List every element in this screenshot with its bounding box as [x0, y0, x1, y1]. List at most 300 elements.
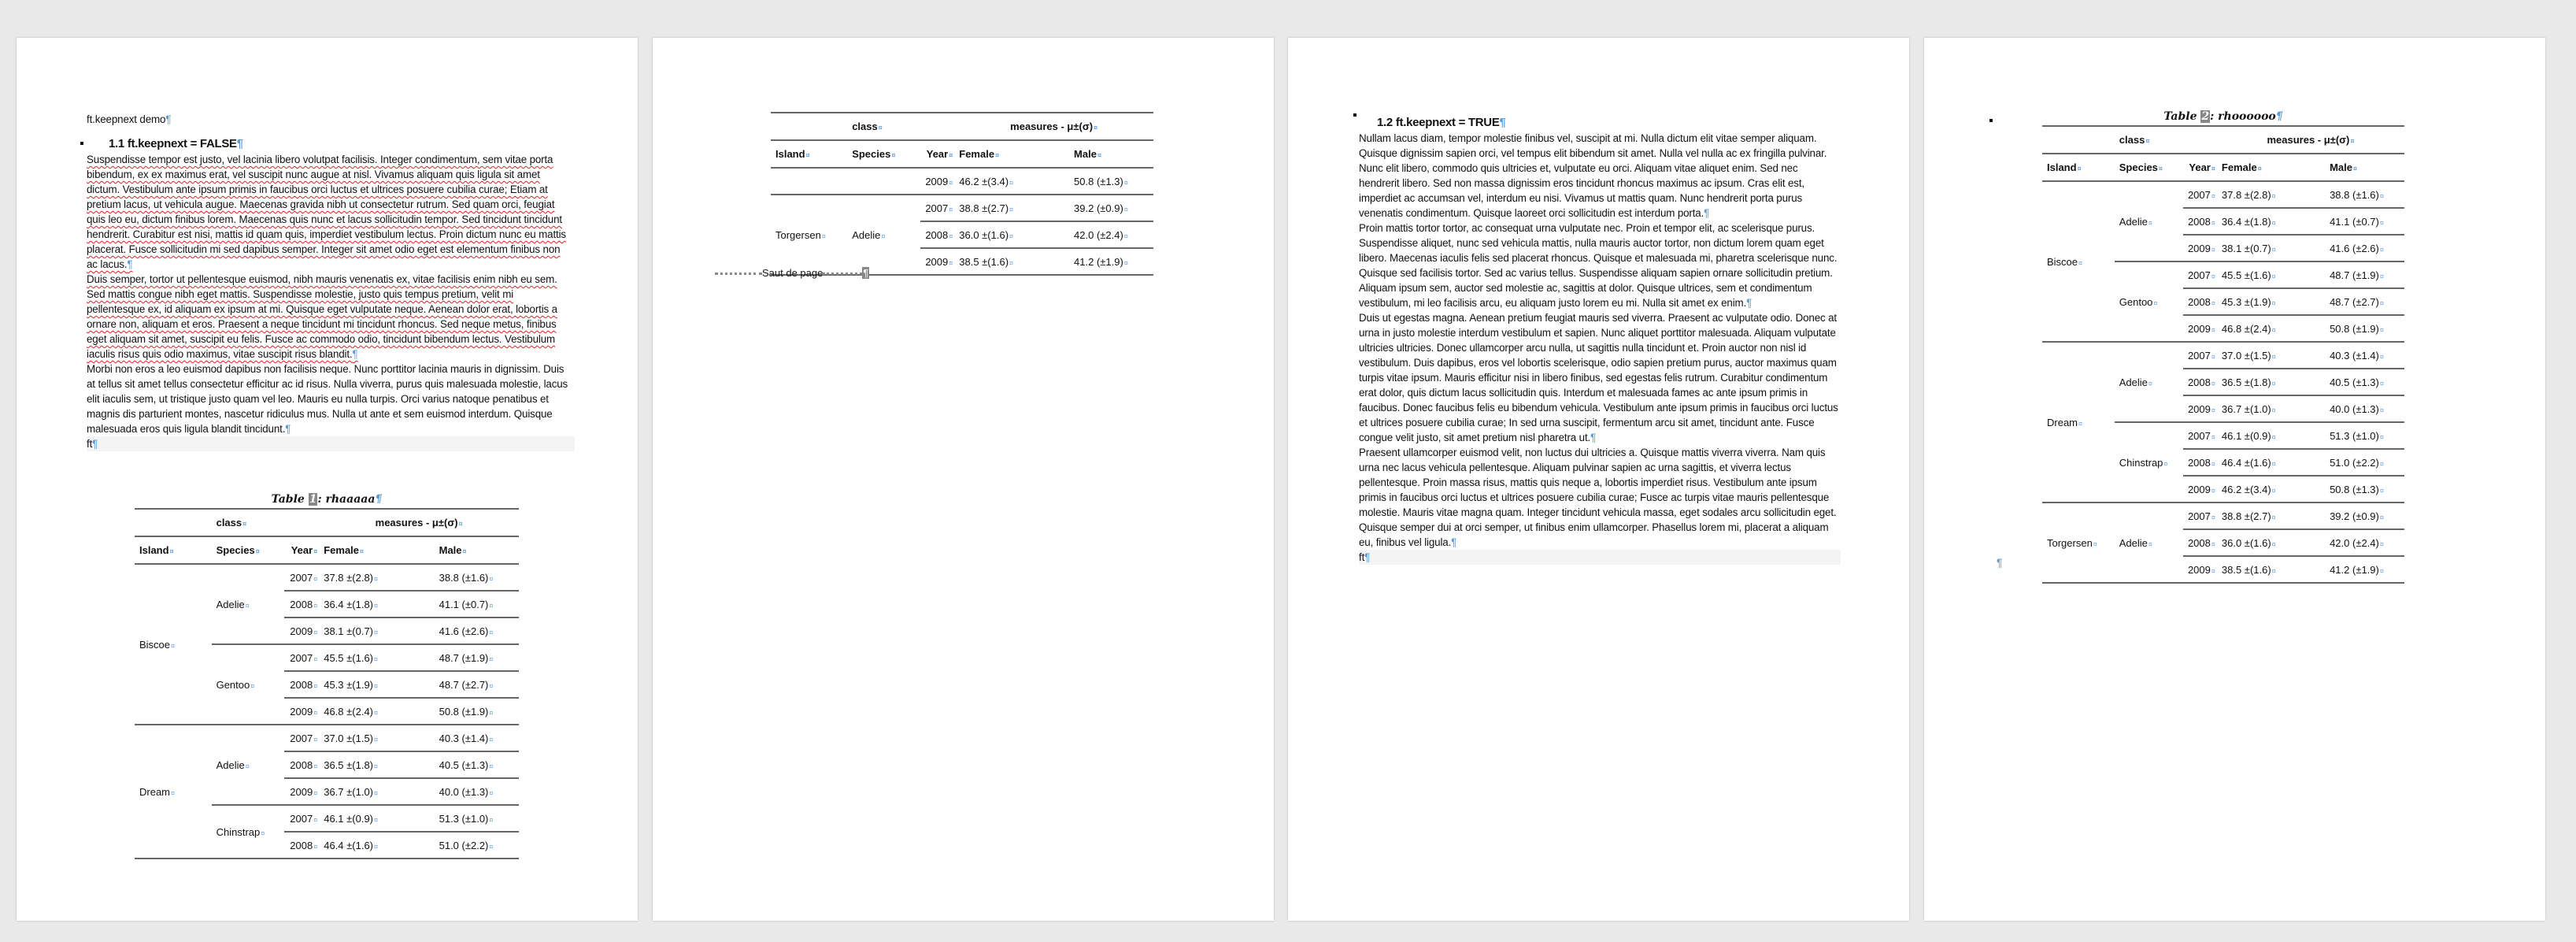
- male-cell-text: 38.8 (±1.6): [439, 571, 489, 584]
- male-cell: 41.6 (±2.6)¤: [2325, 235, 2404, 261]
- header-empty: [2042, 126, 2115, 154]
- male-cell-text: 41.2 (±1.9): [2330, 563, 2379, 576]
- female-cell-text: 37.0 ±(1.5): [2221, 349, 2271, 362]
- year-cell: 2009¤: [2183, 476, 2217, 503]
- penguin-table-2: [2042, 125, 2404, 584]
- female-cell-text: 36.0 ±(1.6): [2221, 536, 2271, 549]
- female-cell-text: 37.8 ±(2.8): [324, 571, 373, 584]
- year-cell: 2007¤: [284, 644, 319, 671]
- island-cell-text: Biscoe: [139, 638, 171, 651]
- header-female: Female¤: [2217, 154, 2325, 181]
- male-cell-text: 42.0 (±2.4): [2330, 536, 2379, 549]
- year-cell-text: 2009: [290, 625, 313, 637]
- female-cell: 36.4 ±(1.8)¤: [2217, 208, 2325, 235]
- header-species-text: Species: [2119, 161, 2158, 173]
- male-cell: 51.3 (±1.0)¤: [2325, 422, 2404, 449]
- year-cell: 2009¤: [2183, 315, 2217, 342]
- male-cell: 41.1 (±0.7)¤: [435, 591, 519, 617]
- year-cell: 2008¤: [284, 832, 319, 859]
- header-island: Island¤: [135, 536, 212, 564]
- island-cell-text: Torgersen: [2047, 536, 2093, 549]
- keep-with-next-marker: [1353, 113, 1356, 117]
- header-species: Species¤: [847, 140, 920, 168]
- year-cell: 2008¤: [284, 591, 319, 617]
- male-cell: 50.8 (±1.9)¤: [435, 698, 519, 725]
- header-class: class¤: [847, 113, 920, 140]
- year-cell: 2007¤: [290, 571, 318, 584]
- male-cell: 48.7 (±1.9)¤: [435, 644, 519, 671]
- female-cell: 45.5 ±(1.6)¤: [2217, 261, 2325, 288]
- page-2[interactable]: [653, 38, 1274, 921]
- female-cell-text: 46.8 ±(2.4): [2221, 322, 2271, 335]
- female-cell-text: 37.8 ±(2.8): [2221, 188, 2271, 201]
- page-1[interactable]: [17, 38, 638, 921]
- header-row-columns: [135, 536, 519, 564]
- header-male-text: Male: [1074, 148, 1097, 160]
- year-cell-text: 2008: [2187, 456, 2211, 469]
- female-cell: 36.4 ±(1.8)¤: [319, 591, 434, 617]
- male-cell-text: 48.7 (±1.9): [439, 651, 489, 664]
- male-cell-text: 51.3 (±1.0): [2330, 429, 2379, 442]
- female-cell: 45.3 ±(1.9)¤: [2217, 288, 2325, 315]
- year-cell: 2007¤: [2183, 503, 2217, 529]
- female-cell: 37.8 ±(2.8)¤: [2221, 188, 2276, 201]
- island-cell-text: Torgersen: [775, 228, 821, 241]
- ft-paragraph: ft¶: [1359, 550, 1841, 565]
- female-cell-text: 38.5 ±(1.6): [959, 255, 1009, 268]
- island-cell: Dream¤: [2042, 342, 2115, 503]
- year-cell-text: 2009: [925, 255, 949, 268]
- year-cell-text: 2008: [290, 839, 313, 851]
- year-cell-text: 2008: [290, 758, 313, 771]
- header-species-text: Species: [852, 148, 891, 160]
- header-empty: [284, 509, 319, 536]
- heading-1-1: 1.1 ft.keepnext = FALSE¶: [109, 137, 243, 150]
- female-cell: 38.1 ±(0.7)¤: [2217, 235, 2325, 261]
- header-island-text: Island: [139, 544, 169, 556]
- paragraph: Proin mattis tortor tortor, ac consequat urna vulputate nec. Proin et tempor elit, ac scelerisque purus. Suspendisse aliquet, nunc sed vehicula mattis, nulla mauris auctor tortor, non dictum lorem quam eget libero. Maecenas iaculis felis sed placerat rhoncus. Quisque et malesuada mi, pharetra scelerisque nunc. Quisque sed facilisis tortor. Sed ac varius tellus. Suspendisse aliquam sapien ornare sollicitudin pretium. Aliquam ipsum sem, auctor sed molestie ac, sagittis at dolor. Quisque ultrices, sem et condimentum vestibulum, mi leo facilisis arcu, eu aliquam justo lorem eu mi. Nulla sit amet ex enim.¶: [1359, 222, 1838, 309]
- paragraph: Praesent ullamcorper euismod velit, non luctus dui ultricies a. Quisque mattis viverra viverra. Nam quis urna nec lacus vehicula pellentesque. Aliquam pulvinar sapien ac urna sagittis, et viverra lectus pellentesque. Proin massa risus, mattis quis neque a, lobortis imperdiet risus. Vestibulum ante ipsum primis in faucibus orci luctus et ultrices posuere cubilia curae; Fusce ac turpis vitae mauris pellentesque molestie. Mauris vitae magna quam. Integer tincidunt vehicula massa, eget sodales arcu sollicitudin eget. Quisque semper dui at orci semper, ut finibus enim ullamcorper. Phasellus lorem mi, placerat a aliquam eu, finibus vel ligula.¶: [1359, 447, 1837, 548]
- male-cell: 48.7 (±2.7)¤: [435, 671, 519, 698]
- year-cell-text: 2007: [2187, 269, 2211, 281]
- female-cell-text: 36.0 ±(1.6): [959, 228, 1009, 241]
- male-cell-text: 40.0 (±1.3): [2330, 402, 2379, 415]
- header-empty: [771, 113, 847, 140]
- body-text: [87, 152, 572, 451]
- female-cell: 46.1 ±(0.9)¤: [319, 805, 434, 832]
- female-cell: 45.5 ±(1.6)¤: [319, 644, 434, 671]
- male-cell: 38.8 (±1.6)¤: [439, 571, 494, 584]
- year-cell: 2009¤: [2183, 395, 2217, 422]
- header-year: Year¤: [920, 140, 955, 168]
- species-cell-text: Chinstrap: [2119, 456, 2163, 469]
- year-cell: 2008¤: [920, 221, 955, 248]
- male-cell-text: 40.5 (±1.3): [2330, 376, 2379, 388]
- paragraph: Morbi non eros a leo euismod dapibus non facilisis neque. Nunc porttitor lacinia mauris in dignissim. Duis at tellus sit amet tellus consectetur efficitur ac id risus. Nulla viverra, purus quis malesuada molestie, lacus elit iaculis sem, ut tristique justo quam vel leo. Mauris eu nulla turpis. Orci varius natoque penatibus et magnis dis parturient montes, nascetur ridiculus mus. Nulla ut ante et sem euismod interdum. Quisque malesuada eros quis ligula blandit tincidunt.¶: [87, 363, 568, 435]
- female-cell-text: 38.5 ±(1.6): [2221, 563, 2271, 576]
- header-empty: [920, 113, 955, 140]
- year-cell-text: 2009: [2187, 483, 2211, 495]
- female-cell-text: 46.2 ±(3.4): [2221, 483, 2271, 495]
- male-cell: 39.2 (±0.9)¤: [2325, 503, 2404, 529]
- header-female: Female¤: [319, 536, 434, 564]
- male-cell-text: 41.6 (±2.6): [2330, 242, 2379, 254]
- male-cell: 50.8 (±1.3)¤: [2325, 476, 2404, 503]
- year-cell: 2009¤: [284, 617, 319, 644]
- female-cell-text: 36.5 ±(1.8): [324, 758, 373, 771]
- female-cell: 37.0 ±(1.5)¤: [319, 725, 434, 751]
- female-cell-text: 36.5 ±(1.8): [2221, 376, 2271, 388]
- year-cell-text: 2009: [290, 705, 313, 718]
- female-cell: 46.4 ±(1.6)¤: [319, 832, 434, 859]
- header-male: Male¤: [1069, 140, 1153, 168]
- year-cell: 2008¤: [2183, 288, 2217, 315]
- island-cell: Torgersen¤: [2042, 503, 2115, 583]
- header-measures: measures - μ±(σ)¤: [2217, 126, 2404, 154]
- female-cell-text: 38.8 ±(2.7): [2221, 510, 2271, 522]
- year-cell-text: 2008: [290, 678, 313, 691]
- male-cell-text: 41.1 (±0.7): [439, 598, 489, 610]
- header-row-groups: [2042, 126, 2404, 154]
- header-species-text: Species: [216, 544, 255, 556]
- female-cell: 36.0 ±(1.6)¤: [2217, 529, 2325, 556]
- female-cell-text: 38.1 ±(0.7): [2221, 242, 2271, 254]
- table-row: [771, 168, 1153, 195]
- species-cell-text: Gentoo: [2119, 295, 2153, 308]
- male-cell-text: 50.8 (±1.9): [2330, 322, 2379, 335]
- male-cell: 40.3 (±1.4)¤: [435, 725, 519, 751]
- year-cell-text: 2007: [2187, 188, 2211, 201]
- male-cell: 40.3 (±1.4)¤: [2325, 342, 2404, 369]
- species-cell-text: Adelie: [852, 228, 881, 241]
- year-cell: 2009¤: [920, 248, 955, 275]
- female-cell-text: 45.3 ±(1.9): [324, 678, 373, 691]
- female-cell: 46.1 ±(0.9)¤: [2217, 422, 2325, 449]
- male-cell: 48.7 (±1.9)¤: [2325, 261, 2404, 288]
- male-cell: 42.0 (±2.4)¤: [1069, 221, 1153, 248]
- species-cell: Gentoo¤: [212, 644, 285, 725]
- male-cell-text: 41.2 (±1.9): [1074, 255, 1123, 268]
- year-cell: 2007¤: [2187, 188, 2215, 201]
- header-species: Species¤: [212, 536, 285, 564]
- species-cell: Adelie¤: [212, 725, 285, 805]
- year-cell: 2008¤: [2183, 208, 2217, 235]
- male-cell: 40.5 (±1.3)¤: [2325, 369, 2404, 395]
- male-cell: 41.2 (±1.9)¤: [1069, 248, 1153, 275]
- year-cell-text: 2008: [2187, 536, 2211, 549]
- header-class-text: class: [2119, 134, 2145, 146]
- year-cell: 2009¤: [2183, 556, 2217, 583]
- header-measures: measures - μ±(σ)¤: [319, 509, 519, 536]
- female-cell: 46.2 ±(3.4)¤: [2217, 476, 2325, 503]
- paragraph: Duis ut egestas magna. Aenean pretium feugiat mauris sed viverra. Praesent ac vulputate odio. Donec at urna in justo molestie interdum vestibulum et sapien. Nunc aliquet porttitor malesuada. Aliquam vulputate ultricies ultricies. Donec ullamcorper arcu nulla, ut sagittis nulla tincidunt et. Proin auctor non nisl id vestibulum. Duis dapibus, eros vel lobortis scelerisque, odio sapien pretium purus, auctor maximus quam turpis vitae ipsum. Mauris efficitur nisi in libero finibus, sed egestas felis rutrum. Curabitur condimentum erat dolor, quis dictum lacus sollicitudin quis. Interdum et malesuada fames ac ante ipsum primis in faucibus. Donec faucibus felis eu bibendum vehicula. Vestibulum ante ipsum primis in faucibus orci luctus et ultrices posuere cubilia curae; In sed urna suscipit, fermentum arcu sit amet, tincidunt ante. Fusce congue velit justo, sit amet pretium nisl pharetra ut.¶: [1359, 312, 1838, 443]
- male-cell: 51.3 (±1.0)¤: [435, 805, 519, 832]
- table-row: [771, 195, 1153, 221]
- male-cell-text: 40.0 (±1.3): [439, 785, 489, 798]
- male-cell: 38.8 (±1.6)¤: [2330, 188, 2384, 201]
- year-cell: 2008¤: [2183, 529, 2217, 556]
- species-cell: Adelie¤: [2115, 342, 2183, 422]
- table-row: [135, 725, 519, 751]
- species-cell-text: Chinstrap: [216, 825, 261, 838]
- year-cell: 2007¤: [2183, 422, 2217, 449]
- header-female-text: Female: [324, 544, 360, 556]
- species-cell-text: Adelie: [2119, 536, 2148, 549]
- header-island-text: Island: [2047, 161, 2077, 173]
- species-cell-text: Adelie: [2119, 376, 2148, 388]
- header-class-text: class: [216, 517, 242, 528]
- female-cell: 36.7 ±(1.0)¤: [2217, 395, 2325, 422]
- year-cell-text: 2007: [2187, 349, 2211, 362]
- header-measures-text: measures - μ±(σ): [375, 517, 458, 528]
- header-measures-text: measures - μ±(σ): [2267, 134, 2350, 146]
- header-row-columns: [2042, 154, 2404, 181]
- female-cell: 37.0 ±(1.5)¤: [2217, 342, 2325, 369]
- female-cell: 45.3 ±(1.9)¤: [319, 671, 434, 698]
- page-break-marker: Saut de page ¶: [715, 267, 869, 279]
- female-cell-text: 46.2 ±(3.4): [959, 175, 1009, 187]
- year-cell: 2008¤: [2183, 449, 2217, 476]
- year-cell-text: 2007: [2187, 510, 2211, 522]
- year-cell-text: 2008: [290, 598, 313, 610]
- female-cell-text: 36.4 ±(1.8): [324, 598, 373, 610]
- header-female: Female¤: [954, 140, 1069, 168]
- header-year: Year¤: [284, 536, 319, 564]
- island-cell: Dream¤: [135, 725, 212, 859]
- table-row: [135, 564, 519, 591]
- island-cell: [771, 168, 847, 195]
- year-cell-text: 2009: [925, 175, 949, 187]
- species-cell: Chinstrap¤: [212, 805, 285, 859]
- female-cell-text: 45.5 ±(1.6): [2221, 269, 2271, 281]
- male-cell-text: 38.8 (±1.6): [2330, 188, 2379, 201]
- species-cell-text: Adelie: [2119, 215, 2148, 228]
- male-cell-text: 40.3 (±1.4): [2330, 349, 2379, 362]
- male-cell: 50.8 (±1.3)¤: [1074, 175, 1128, 187]
- female-cell-text: 38.1 ±(0.7): [324, 625, 373, 637]
- male-cell-text: 41.6 (±2.6): [439, 625, 489, 637]
- species-cell-text: Gentoo: [216, 678, 250, 691]
- island-cell-text: Dream: [139, 785, 171, 798]
- female-cell: 38.1 ±(0.7)¤: [319, 617, 434, 644]
- year-cell: 2009¤: [925, 175, 953, 187]
- table-caption: Table 2: rhoooooo¶: [2163, 110, 2283, 123]
- female-cell-text: 45.5 ±(1.6): [324, 651, 373, 664]
- year-cell: 2009¤: [284, 698, 319, 725]
- year-cell-text: 2008: [2187, 295, 2211, 308]
- female-cell: 46.4 ±(1.6)¤: [2217, 449, 2325, 476]
- island-cell: Biscoe¤: [135, 564, 212, 725]
- male-cell: 40.5 (±1.3)¤: [435, 751, 519, 778]
- header-male: Male¤: [2325, 154, 2404, 181]
- female-cell-text: 46.8 ±(2.4): [324, 705, 373, 718]
- doc-title: ft.keepnext demo¶: [87, 113, 172, 125]
- male-cell: 50.8 (±1.9)¤: [2325, 315, 2404, 342]
- year-cell-text: 2007: [290, 571, 313, 584]
- body-text: [1359, 131, 1841, 565]
- female-cell: 36.5 ±(1.8)¤: [2217, 369, 2325, 395]
- header-year: Year¤: [2183, 154, 2217, 181]
- male-cell-text: 40.3 (±1.4): [439, 732, 489, 744]
- male-cell-text: 50.8 (±1.3): [1074, 175, 1123, 187]
- header-measures: measures - μ±(σ)¤: [954, 113, 1153, 140]
- penguin-table-part-1: [135, 508, 519, 859]
- male-cell: 41.6 (±2.6)¤: [435, 617, 519, 644]
- header-male-text: Male: [2330, 161, 2352, 173]
- female-cell-text: 36.7 ±(1.0): [324, 785, 373, 798]
- header-island: Island¤: [2042, 154, 2115, 181]
- male-cell: 41.1 (±0.7)¤: [2325, 208, 2404, 235]
- header-measures-text: measures - μ±(σ): [1010, 121, 1094, 132]
- year-cell: 2007¤: [2183, 261, 2217, 288]
- year-cell: 2009¤: [284, 778, 319, 805]
- year-cell: 2007¤: [284, 805, 319, 832]
- header-row-columns: [771, 140, 1153, 168]
- male-cell-text: 48.7 (±2.7): [439, 678, 489, 691]
- male-cell: 48.7 (±2.7)¤: [2325, 288, 2404, 315]
- year-cell-text: 2009: [2187, 242, 2211, 254]
- year-cell: 2007¤: [2183, 342, 2217, 369]
- male-cell-text: 48.7 (±2.7): [2330, 295, 2379, 308]
- year-cell-text: 2007: [290, 732, 313, 744]
- year-cell-text: 2007: [2187, 429, 2211, 442]
- male-cell-text: 51.0 (±2.2): [439, 839, 489, 851]
- female-cell-text: 36.4 ±(1.8): [2221, 215, 2271, 228]
- paragraph: Suspendisse tempor est justo, vel lacinia libero volutpat facilisis. Integer condimentum, sem vitae porta bibendum, ex ex maximus erat, vel suscipit nunc augue at nisl. Vivamus aliquam quis ligula sit amet dictum. Vestibulum ante ipsum primis in faucibus orci luctus et ultrices posuere cubilia curae; Etiam at pretium lacus, ut vehicula augue. Maecenas gravida nibh ut consectetur rutrum. Sed quam orci, feugiat quis leo eu, dictum finibus lorem. Maecenas quis nunc et lacus sollicitudin tempor. Sed tincidunt tincidunt hendrerit. Curabitur est nisi, mattis id quam quis, imperdiet vestibulum lectus. Proin dictum nunc eu mattis placerat. Fusce sollicitudin mi sed dapibus semper. Integer sit amet odio eget est elementum finibus non ac lacus.¶: [87, 154, 566, 270]
- header-row-groups: [771, 113, 1153, 140]
- header-island-text: Island: [775, 148, 805, 160]
- table-row: [2042, 342, 2404, 369]
- header-class-text: class: [852, 121, 878, 132]
- header-female-text: Female: [959, 148, 995, 160]
- header-year-text: Year: [2189, 161, 2211, 173]
- island-cell-text: Dream: [2047, 416, 2078, 428]
- male-cell-text: 51.3 (±1.0): [439, 812, 489, 825]
- header-year-text: Year: [291, 544, 313, 556]
- female-cell: 46.8 ±(2.4)¤: [319, 698, 434, 725]
- island-cell: Torgersen¤: [771, 195, 847, 275]
- header-male: Male¤: [435, 536, 519, 564]
- male-cell-text: 39.2 (±0.9): [2330, 510, 2379, 522]
- male-cell: 51.0 (±2.2)¤: [2325, 449, 2404, 476]
- female-cell: 38.5 ±(1.6)¤: [2217, 556, 2325, 583]
- year-cell-text: 2009: [2187, 402, 2211, 415]
- male-cell-text: 39.2 (±0.9): [1074, 202, 1123, 214]
- female-cell: 38.8 ±(2.7)¤: [954, 195, 1069, 221]
- page-4[interactable]: [1924, 38, 2545, 921]
- empty-paragraph-mark: ¶: [1997, 556, 2003, 569]
- heading-1-2: 1.2 ft.keepnext = TRUE¶: [1377, 116, 1506, 129]
- table-row: [2042, 181, 2404, 208]
- female-cell-text: 37.0 ±(1.5): [324, 732, 373, 744]
- female-cell: 36.0 ±(1.6)¤: [954, 221, 1069, 248]
- header-male-text: Male: [439, 544, 462, 556]
- ft-paragraph: ft¶: [87, 436, 575, 451]
- female-cell-text: 46.1 ±(0.9): [324, 812, 373, 825]
- header-island: Island¤: [771, 140, 847, 168]
- female-cell-text: 46.4 ±(1.6): [2221, 456, 2271, 469]
- species-cell-text: Adelie: [216, 758, 245, 771]
- year-cell: 2007¤: [920, 195, 955, 221]
- male-cell-text: 42.0 (±2.4): [1074, 228, 1123, 241]
- year-cell-text: 2008: [925, 228, 949, 241]
- table-caption: Table 1: rhaaaaa¶: [271, 493, 383, 506]
- year-cell-text: 2009: [290, 785, 313, 798]
- year-cell-text: 2009: [2187, 563, 2211, 576]
- male-cell: 40.0 (±1.3)¤: [435, 778, 519, 805]
- male-cell: 40.0 (±1.3)¤: [2325, 395, 2404, 422]
- species-cell: Gentoo¤: [2115, 261, 2183, 342]
- female-cell: 46.2 ±(3.4)¤: [959, 175, 1014, 187]
- paragraph: Nullam lacus diam, tempor molestie finibus vel, suscipit at mi. Nulla dictum elit vitae semper aliquam. Quisque dignissim sapien orci, vel tempus elit bibendum sit amet. Nulla vel nulla ac ex fringilla pulvinar. Nunc elit libero, commodo quis ultricies et, vulputate eu orci. Aliquam vitae aliquet enim. Sed nec hendrerit libero. Sed non massa dignissim eros tincidunt rhoncus maximus ac ipsum. Cras elit est, imperdiet ac accumsan vel, interdum eu nisi. Vivamus ut mattis quam. Nunc hendrerit porta purus venenatis condimentum. Quisque laoreet orci sollicitudin est interdum porta.¶: [1359, 132, 1827, 219]
- header-class: class¤: [212, 509, 285, 536]
- female-cell-text: 46.1 ±(0.9): [2221, 429, 2271, 442]
- island-cell: Biscoe¤: [2042, 181, 2115, 342]
- header-species: Species¤: [2115, 154, 2183, 181]
- keep-with-next-marker: [80, 142, 83, 145]
- year-cell-text: 2007: [290, 812, 313, 825]
- female-cell-text: 46.4 ±(1.6): [324, 839, 373, 851]
- male-cell: 51.0 (±2.2)¤: [435, 832, 519, 859]
- year-cell: 2008¤: [2183, 369, 2217, 395]
- female-cell-text: 38.8 ±(2.7): [959, 202, 1009, 214]
- species-cell: [847, 168, 920, 195]
- female-cell: 46.8 ±(2.4)¤: [2217, 315, 2325, 342]
- header-empty: [2183, 126, 2217, 154]
- female-cell: 38.8 ±(2.7)¤: [2217, 503, 2325, 529]
- species-cell: Chinstrap¤: [2115, 422, 2183, 503]
- page-3[interactable]: [1288, 38, 1909, 921]
- year-cell-text: 2008: [2187, 376, 2211, 388]
- header-female-text: Female: [2221, 161, 2257, 173]
- header-row-groups: [135, 509, 519, 536]
- female-cell: 36.5 ±(1.8)¤: [319, 751, 434, 778]
- male-cell: 42.0 (±2.4)¤: [2325, 529, 2404, 556]
- year-cell: 2008¤: [284, 671, 319, 698]
- male-cell: 41.2 (±1.9)¤: [2325, 556, 2404, 583]
- male-cell: 39.2 (±0.9)¤: [1069, 195, 1153, 221]
- species-cell-text: Adelie: [216, 598, 245, 610]
- keep-with-next-marker: [1989, 119, 1993, 122]
- species-cell: Adelie¤: [847, 195, 920, 275]
- paragraph: Duis semper, tortor ut pellentesque euismod, nibh mauris venenatis ex, vitae facilisis enim nibh eu sem. Sed mattis congue nibh eget mattis. Suspendisse molestie, justo quis tempus pretium, velit mi pellentesque ex, id aliquam ex ipsum at mi. Quisque eget vulputate neque. Aenean dolor erat, lobortis a ornare non, aliquam et eros. Praesent a neque tincidunt mi tincidunt rhoncus. Sed neque metus, finibus eget aliquam sit amet, suscipit eu felis. Fusce ac commodo odio, tincidunt bibendum lectus. Vestibulum iaculis risus quis odio maximus, vitae suscipit risus blandit.¶: [87, 273, 557, 360]
- female-cell-text: 36.7 ±(1.0): [2221, 402, 2271, 415]
- male-cell-text: 50.8 (±1.3): [2330, 483, 2379, 495]
- year-cell-text: 2009: [2187, 322, 2211, 335]
- header-empty: [135, 509, 212, 536]
- table-row: [2042, 503, 2404, 529]
- female-cell: 38.5 ±(1.6)¤: [954, 248, 1069, 275]
- header-class: class¤: [2115, 126, 2183, 154]
- male-cell-text: 51.0 (±2.2): [2330, 456, 2379, 469]
- male-cell-text: 41.1 (±0.7): [2330, 215, 2379, 228]
- header-year-text: Year: [926, 148, 949, 160]
- species-cell: Adelie¤: [2115, 181, 2183, 261]
- male-cell-text: 50.8 (±1.9): [439, 705, 489, 718]
- year-cell-text: 2008: [2187, 215, 2211, 228]
- male-cell-text: 48.7 (±1.9): [2330, 269, 2379, 281]
- penguin-table-part-2: [771, 112, 1153, 276]
- species-cell: Adelie¤: [2115, 503, 2183, 583]
- species-cell: Adelie¤: [212, 564, 285, 644]
- year-cell-text: 2007: [290, 651, 313, 664]
- male-cell-text: 40.5 (±1.3): [439, 758, 489, 771]
- year-cell-text: 2007: [925, 202, 949, 214]
- female-cell: 37.8 ±(2.8)¤: [324, 571, 379, 584]
- island-cell-text: Biscoe: [2047, 255, 2078, 268]
- female-cell: 36.7 ±(1.0)¤: [319, 778, 434, 805]
- year-cell: 2007¤: [284, 725, 319, 751]
